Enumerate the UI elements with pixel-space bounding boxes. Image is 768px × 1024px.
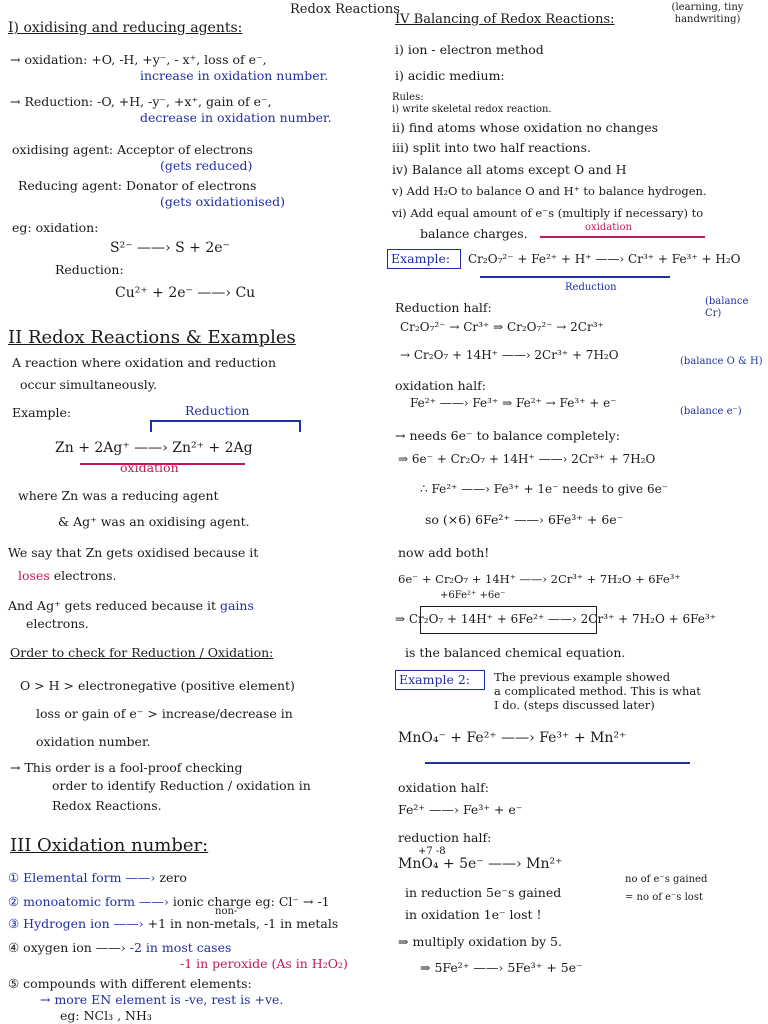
section-3-title: III Oxidation number: bbox=[10, 835, 209, 856]
final-equation: ⇒ Cr₂O₇ + 14H⁺ + 6Fe²⁺ ——› 2Cr³⁺ + 7H₂O + 6Fe³⁺ bbox=[395, 612, 717, 626]
therefore-line: ∴ Fe²⁺ ——› Fe³⁺ + 1e⁻ needs to give 6e⁻ bbox=[420, 482, 669, 496]
order-line-5: order to identify Reduction / oxidation in bbox=[52, 778, 311, 793]
section-2-title: II Redox Reactions & Examples bbox=[8, 327, 296, 348]
where-line-1: where Zn was a reducing agent bbox=[18, 488, 219, 503]
balanced-statement: is the balanced chemical equation. bbox=[405, 645, 626, 660]
order-line-2: loss or gain of e⁻ > increase/decrease in bbox=[36, 706, 293, 721]
corner-note: (learning, tiny handwriting) bbox=[671, 2, 744, 25]
order-line-1: O > H > electronegative (positive element) bbox=[20, 678, 295, 693]
main-redox-equation: Zn + 2Ag⁺ ——› Zn²⁺ + 2Ag bbox=[55, 440, 253, 456]
reduction-tag: Reduction bbox=[565, 282, 617, 293]
eg-oxidation-label: eg: oxidation: bbox=[12, 220, 99, 235]
rule-1: i) write skeletal redox reaction. bbox=[392, 104, 552, 115]
needs-line: → needs 6e⁻ to balance completely: bbox=[395, 428, 620, 443]
example-2-bracket bbox=[425, 762, 690, 764]
oxidation-definition: → oxidation: +O, -H, +y⁻, - x⁺, loss of e⁻, bbox=[10, 52, 267, 67]
oxnum-rule-5c: eg: NCl₃ , NH₃ bbox=[60, 1008, 152, 1023]
balance-oh-note: (balance O & H) bbox=[680, 356, 763, 367]
example-tag: Example: bbox=[391, 251, 451, 266]
example-label: Example: bbox=[12, 405, 72, 420]
reduction-bracket-right bbox=[299, 420, 301, 432]
balance-e-note: (balance e⁻) bbox=[680, 406, 742, 417]
say-line-1: We say that Zn gets oxidised because it bbox=[8, 545, 259, 560]
oxidation-half-label: oxidation half: bbox=[395, 378, 486, 393]
section-1-title: I) oxidising and reducing agents: bbox=[8, 20, 243, 36]
oxnum-rule-1: ① Elemental form ——› zero bbox=[8, 870, 187, 885]
reduction-bracket-label: Reduction bbox=[185, 403, 250, 418]
oxidation-half-2-label: oxidation half: bbox=[398, 780, 489, 795]
reducing-agent-note: (gets oxidationised) bbox=[160, 194, 285, 209]
rule-3: iii) split into two half reactions. bbox=[392, 140, 591, 155]
example-1-equation: Cr₂O₇²⁻ + Fe²⁺ + H⁺ ——› Cr³⁺ + Fe³⁺ + H₂O bbox=[468, 252, 741, 266]
balance-cr-note: (balance Cr) bbox=[705, 296, 749, 319]
multiply-line: ⇒ multiply oxidation by 5. bbox=[398, 934, 562, 949]
say-line-3: And Ag⁺ gets reduced because it gains bbox=[8, 598, 254, 613]
example-2-text-3: I do. (steps discussed later) bbox=[494, 698, 655, 712]
reduction-half-1: Cr₂O₇²⁻ → Cr³⁺ ⇒ Cr₂O₇²⁻ → 2Cr³⁺ bbox=[400, 320, 604, 334]
reduction-half-mn: MnO₄ + 5e⁻ ——› Mn²⁺ bbox=[398, 856, 563, 872]
reducing-agent: Reducing agent: Donator of electrons bbox=[18, 178, 257, 193]
add-equation-2: +6Fe²⁺ +6e⁻ bbox=[440, 590, 506, 601]
oxnum-rule-3: ③ Hydrogen ion ——› +1 in non-metals, -1 in metals bbox=[8, 916, 339, 931]
oxnum-rule-3-non: non- bbox=[215, 906, 238, 917]
needs-equation: ⇒ 6e⁻ + Cr₂O₇ + 14H⁺ ——› 2Cr³⁺ + 7H₂O bbox=[398, 452, 656, 466]
oxidation-tag-bracket bbox=[540, 236, 705, 238]
oxnum-rule-5: ⑤ compounds with different elements: bbox=[8, 976, 252, 991]
eg-oxidation-equation: S²⁻ ——› S + 2e⁻ bbox=[110, 240, 230, 256]
order-line-4: → This order is a fool-proof checking bbox=[10, 760, 243, 775]
rule-2: ii) find atoms whose oxidation no changes bbox=[392, 120, 659, 135]
gain-note-2: = no of e⁻s lost bbox=[625, 892, 703, 903]
reduction-definition: → Reduction: -O, +H, -y⁻, +x⁺, gain of e⁻, bbox=[10, 94, 272, 109]
reduction-half-2: → Cr₂O₇ + 14H⁺ ——› 2Cr³⁺ + 7H₂O bbox=[400, 348, 619, 362]
section-2-line-2: occur simultaneously. bbox=[20, 377, 158, 392]
example-2-equation: MnO₄⁻ + Fe²⁺ ——› Fe³⁺ + Mn²⁺ bbox=[398, 730, 627, 746]
oxidation-half-2: Fe²⁺ ——› Fe³⁺ + e⁻ bbox=[398, 802, 523, 817]
oxidation-tag: oxidation bbox=[585, 222, 632, 233]
oxidation-bracket-label: oxidation bbox=[120, 460, 179, 475]
oxnum-rule-4: ④ oxygen ion ——› -2 in most cases bbox=[8, 940, 232, 955]
reduction-tag-bracket bbox=[480, 276, 670, 278]
oxidising-agent-note: (gets reduced) bbox=[160, 158, 253, 173]
reduction-half-label: Reduction half: bbox=[395, 300, 492, 315]
rules-label: Rules: bbox=[392, 92, 424, 103]
page-title: Redox Reactions bbox=[290, 2, 400, 17]
example-2-text-2: a complicated method. This is what bbox=[494, 684, 701, 698]
method-line: i) ion - electron method bbox=[395, 42, 544, 57]
gain-line-1: in reduction 5e⁻s gained bbox=[405, 885, 562, 900]
multiply-equation: ⇒ 5Fe²⁺ ——› 5Fe³⁺ + 5e⁻ bbox=[420, 960, 583, 975]
gain-line-2: in oxidation 1e⁻ lost ! bbox=[405, 907, 542, 922]
order-line-6: Redox Reactions. bbox=[52, 798, 162, 813]
reduction-definition-2: decrease in oxidation number. bbox=[140, 110, 332, 125]
medium-line: i) acidic medium: bbox=[395, 68, 505, 83]
eg-reduction-label: Reduction: bbox=[55, 262, 124, 277]
say-line-2: loses electrons. bbox=[18, 568, 117, 583]
so-line: so (×6) 6Fe²⁺ ——› 6Fe³⁺ + 6e⁻ bbox=[425, 512, 624, 527]
order-line-3: oxidation number. bbox=[36, 734, 151, 749]
oxidation-definition-2: increase in oxidation number. bbox=[140, 68, 329, 83]
rule-5: v) Add H₂O to balance O and H⁺ to balance hydrogen. bbox=[392, 184, 707, 198]
section-2-line-1: A reaction where oxidation and reduction bbox=[12, 355, 276, 370]
eg-reduction-equation: Cu²⁺ + 2e⁻ ——› Cu bbox=[115, 285, 256, 301]
where-line-2: & Ag⁺ was an oxidising agent. bbox=[58, 514, 250, 529]
say-line-4: electrons. bbox=[26, 616, 89, 631]
example-2-text-1: The previous example showed bbox=[494, 670, 671, 684]
add-equation: 6e⁻ + Cr₂O₇ + 14H⁺ ——› 2Cr³⁺ + 7H₂O + 6Fe³⁺ bbox=[398, 572, 681, 586]
oxidising-agent: oxidising agent: Acceptor of electrons bbox=[12, 142, 253, 157]
example-2-tag: Example 2: bbox=[399, 672, 471, 687]
gain-note-1: no of e⁻s gained bbox=[625, 874, 708, 885]
reduction-half-2-label: reduction half: bbox=[398, 830, 492, 845]
add-both-label: now add both! bbox=[398, 545, 490, 560]
oxnum-rule-5b: → more EN element is -ve, rest is +ve. bbox=[40, 992, 284, 1007]
section-iv-title: IV Balancing of Redox Reactions: bbox=[395, 12, 615, 27]
rule-7: balance charges. bbox=[420, 226, 528, 241]
oxidation-half-1: Fe²⁺ ——› Fe³⁺ ⇒ Fe²⁺ → Fe³⁺ + e⁻ bbox=[410, 396, 617, 410]
order-title: Order to check for Reduction / Oxidation: bbox=[10, 645, 274, 660]
oxnum-rule-4-peroxide: -1 in peroxide (As in H₂O₂) bbox=[180, 956, 348, 971]
reduction-bracket-left bbox=[150, 420, 152, 432]
rule-4: iv) Balance all atoms except O and H bbox=[392, 162, 627, 177]
oxnum-rule-2: ② monoatomic form ——› ionic charge eg: Cl⁻ → -1 bbox=[8, 894, 330, 909]
reduction-bracket bbox=[150, 420, 300, 422]
mn-oxidation-states: +7 -8 bbox=[418, 846, 446, 857]
rule-6: vi) Add equal amount of e⁻s (multiply if necessary) to bbox=[392, 206, 704, 220]
